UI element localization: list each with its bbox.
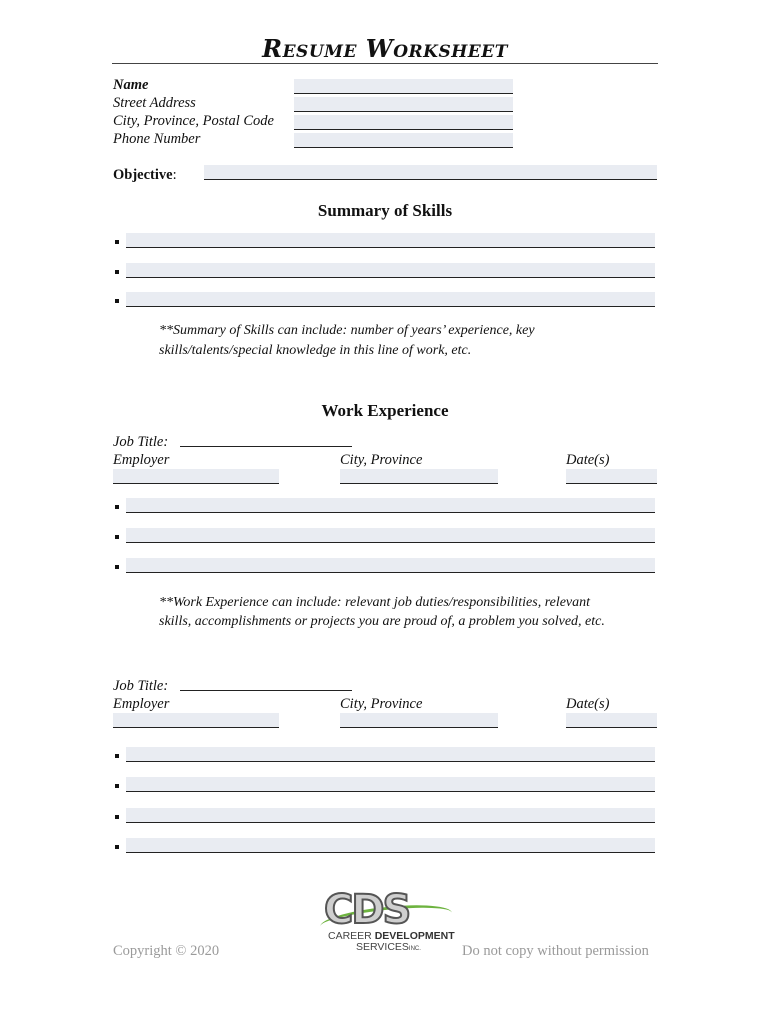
dates-field[interactable] — [566, 713, 657, 728]
work-note-line2: skills, accomplishments or projects you are proud of, a problem you solved, etc. — [159, 614, 605, 629]
job-title-label: Job Title: — [113, 678, 169, 694]
logo-line2 — [356, 942, 421, 955]
city-province-field[interactable] — [340, 469, 498, 484]
job-title-label: Job Title: — [113, 434, 169, 450]
bullet-icon — [115, 565, 119, 569]
objective-field[interactable] — [204, 165, 657, 180]
duty-field-1[interactable] — [126, 498, 655, 513]
duty-field-5[interactable] — [126, 777, 655, 792]
street-address-label: Street Address — [113, 95, 196, 111]
employer-field[interactable] — [113, 713, 279, 728]
skill-field-1[interactable] — [126, 233, 655, 248]
dates-label: Date(s) — [566, 696, 610, 712]
work-note-line1: **Work Experience can include: relevant job duties/responsibilities, relevant — [159, 595, 591, 610]
duty-field-2[interactable] — [126, 528, 655, 543]
name-field[interactable] — [294, 79, 513, 94]
job-title-field[interactable] — [180, 432, 352, 447]
dates-field[interactable] — [566, 469, 657, 484]
employer-field[interactable] — [113, 469, 279, 484]
title-divider — [112, 63, 658, 64]
duty-field-4[interactable] — [126, 747, 655, 762]
bullet-icon — [115, 505, 119, 509]
city-province-label: City, Province — [340, 452, 423, 468]
bullet-icon — [115, 845, 119, 849]
logo-line2-text: SERVICES — [356, 941, 409, 953]
objective-label-wrap — [113, 166, 177, 184]
copyright-text: Copyright © 2020 — [113, 943, 220, 959]
logo-line2-suffix: INC. — [408, 946, 421, 952]
skills-heading: Summary of Skills — [317, 201, 453, 220]
bullet-icon — [115, 754, 119, 758]
bullet-icon — [115, 815, 119, 819]
phone-number-field[interactable] — [294, 133, 513, 148]
duty-field-7[interactable] — [126, 838, 655, 853]
street-address-field[interactable] — [294, 97, 513, 112]
logo-letters: CDS — [324, 887, 410, 933]
bullet-icon — [115, 784, 119, 788]
employer-label: Employer — [113, 696, 170, 712]
objective-colon: : — [172, 167, 177, 183]
skills-note-line1: **Summary of Skills can include: number of years’ experience, key — [159, 323, 535, 338]
skill-field-3[interactable] — [126, 292, 655, 307]
logo-line1-bold: DEVELOPMENT — [374, 930, 455, 942]
skills-note-line2: skills/talents/special knowledge in this line of work, etc. — [159, 343, 472, 358]
bullet-icon — [115, 535, 119, 539]
permission-notice: Do not copy without permission — [462, 943, 649, 959]
bullet-icon — [115, 240, 119, 244]
skill-field-2[interactable] — [126, 263, 655, 278]
objective-label: Objective — [113, 167, 173, 183]
cds-logo — [316, 887, 456, 957]
bullet-icon — [115, 299, 119, 303]
city-province-postal-field[interactable] — [294, 115, 513, 130]
work-heading: Work Experience — [321, 401, 449, 420]
job-title-field[interactable] — [180, 676, 352, 691]
name-label: Name — [113, 77, 149, 93]
bullet-icon — [115, 270, 119, 274]
city-province-label: City, Province — [340, 696, 423, 712]
city-province-postal-label: City, Province, Postal Code — [113, 113, 274, 129]
employer-label: Employer — [113, 452, 170, 468]
city-province-field[interactable] — [340, 713, 498, 728]
page-title: Resume Worksheet — [262, 34, 508, 63]
logo-line1-normal: CAREER — [328, 930, 375, 942]
duty-field-6[interactable] — [126, 808, 655, 823]
dates-label: Date(s) — [566, 452, 610, 468]
duty-field-3[interactable] — [126, 558, 655, 573]
phone-number-label: Phone Number — [113, 131, 201, 147]
